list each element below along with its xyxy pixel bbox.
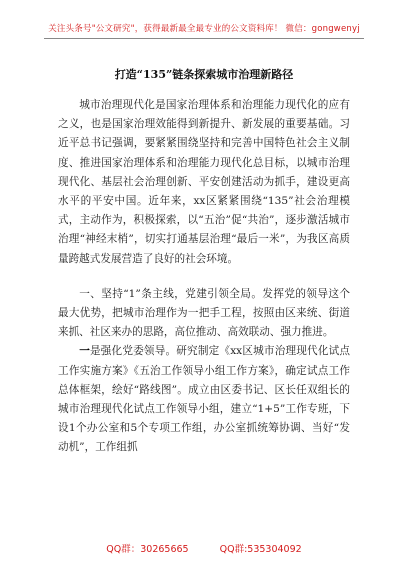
header-divider bbox=[44, 38, 364, 39]
paragraph-intro: 城市治理现代化是国家治理体系和治理能力现代化的应有之义，也是国家治理效能得到新提升、新发展的重要基础。习近平总书记强调，要紧紧围绕坚持和完善中国特色社会主义制度、推进国家治理体系和治理能力现代化总目标，以城市治理现代化、基层社会治理创新、平安创建活动为抓手，建设更高水平的平安中国。近年来，xx区紧紧围绕“135”社会治理模式，主动作为，积极探索，以“五治”促“共治”，逐步激活城市治理“神经末梢”，切实打通基层治理“最后一米”，为我区高质量跨越式发展营造了良好的社会环境。 bbox=[58, 99, 350, 265]
document-title: 打造“135”链条探索城市治理新路径 bbox=[114, 68, 294, 81]
document-body bbox=[58, 96, 350, 458]
emphasis-marker: 一 bbox=[79, 345, 90, 358]
footer-qq-group-2: QQ群:535304092 bbox=[219, 544, 302, 555]
paragraph-gap bbox=[58, 269, 350, 285]
footer-contact bbox=[0, 541, 408, 555]
header-note: 关注头条号"公文研究"，获得最新最全最专业的公文资料库！ 微信：gongwenyj bbox=[48, 24, 360, 34]
paragraph-section-1-detail-text: 是强化党委领导。研究制定《xx区城市治理现代化试点工作实施方案》《五治工作领导小组工作方案》，确定试点工作总体框架，绘好“路线图”。成立由区委书记、区长任双组长的城市治理现代化试点工作领导小组，建立“1+5”工作专班，下设1个办公室和5个专项工作组，办公室抓统筹协调、当好“发动机”，工作组抓 bbox=[58, 345, 351, 454]
paragraph-section-1-detail bbox=[58, 342, 350, 457]
paragraph-section-1: 一、坚持“1”条主线，党建引领全局。发挥党的领导这个最大优势，把城市治理作为一把手工程，按照由区来统、街道来抓、社区来办的思路，高位推动、高效联动、强力推进。 bbox=[58, 287, 350, 339]
footer-qq-group-1: QQ群：30265665 bbox=[106, 544, 189, 555]
